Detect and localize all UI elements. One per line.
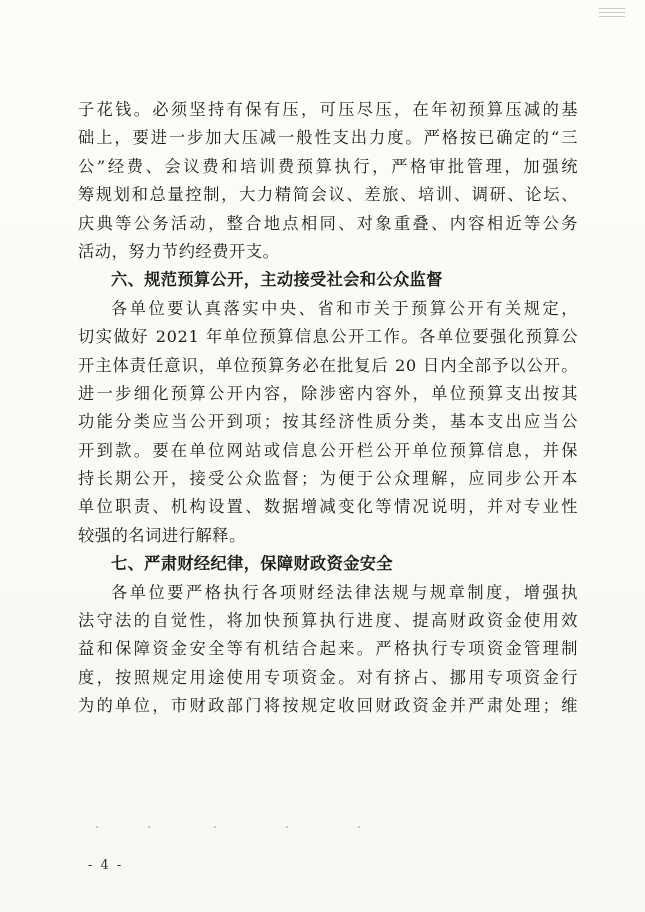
text-line: 开到款。要在单位网站或信息公开栏公开单位预算信息，并保 — [78, 440, 578, 460]
text-line: 法守法的自觉性，将加快预算执行进度、提高财政资金使用效 — [78, 611, 578, 631]
scan-artifact-mark — [599, 8, 625, 20]
section-heading-6: 六、规范预算公开，主动接受社会和公众监督 — [111, 270, 443, 290]
document-body — [78, 96, 578, 721]
text-line: 为的单位，市财政部门将按规定收回财政资金并严肃处理；维 — [78, 696, 578, 716]
text-line: 单位职责、机构设置、数据增减变化等情况说明，并对专业性 — [78, 497, 578, 517]
text-line: 持长期公开，接受公众监督；为便于公众理解，应同步公开本 — [78, 469, 578, 489]
text-line: 功能分类应当公开到项；按其经济性质分类，基本支出应当公 — [78, 412, 578, 432]
text-line: 度，按照规定用途使用专项资金。对有挤占、挪用专项资金行 — [78, 667, 578, 687]
text-line: 开主体责任意识，单位预算务必在批复后 20 日内全部予以公开。 — [78, 355, 578, 375]
text-line: 庆典等公务活动，整合地点相同、对象重叠、内容相近等公务 — [78, 213, 578, 233]
text-line: 较强的名词进行解释。 — [78, 525, 246, 545]
page-number: - 4 - — [88, 858, 124, 873]
text-line: 子花钱。必须坚持有保有压，可压尽压，在年初预算压减的基 — [78, 100, 578, 119]
text-line: 各单位要认真落实中央、省和市关于预算公开有关规定， — [111, 298, 578, 318]
scan-artifact-dots — [96, 826, 376, 830]
section-heading-7: 七、严肃财经纪律，保障财政资金安全 — [111, 554, 393, 574]
text-line: 筹规划和总量控制，大力精简会议、差旅、培训、调研、论坛、 — [78, 185, 578, 205]
text-line: 切实做好 2021 年单位预算信息公开工作。各单位要强化预算公 — [78, 327, 578, 347]
text-line: 础上，要进一步加大压减一般性支出力度。严格按已确定的“三 — [78, 128, 578, 148]
text-line: 活动，努力节约经费开支。 — [78, 241, 280, 261]
text-line: 公”经费、会议费和培训费预算执行，严格审批管理，加强统 — [78, 156, 578, 176]
text-line: 各单位要严格执行各项财经法律法规与规章制度，增强执 — [111, 582, 578, 602]
text-line: 进一步细化预算公开内容，除涉密内容外，单位预算支出按其 — [78, 383, 578, 403]
text-line: 益和保障资金安全等有机结合起来。严格执行专项资金管理制 — [78, 639, 578, 659]
